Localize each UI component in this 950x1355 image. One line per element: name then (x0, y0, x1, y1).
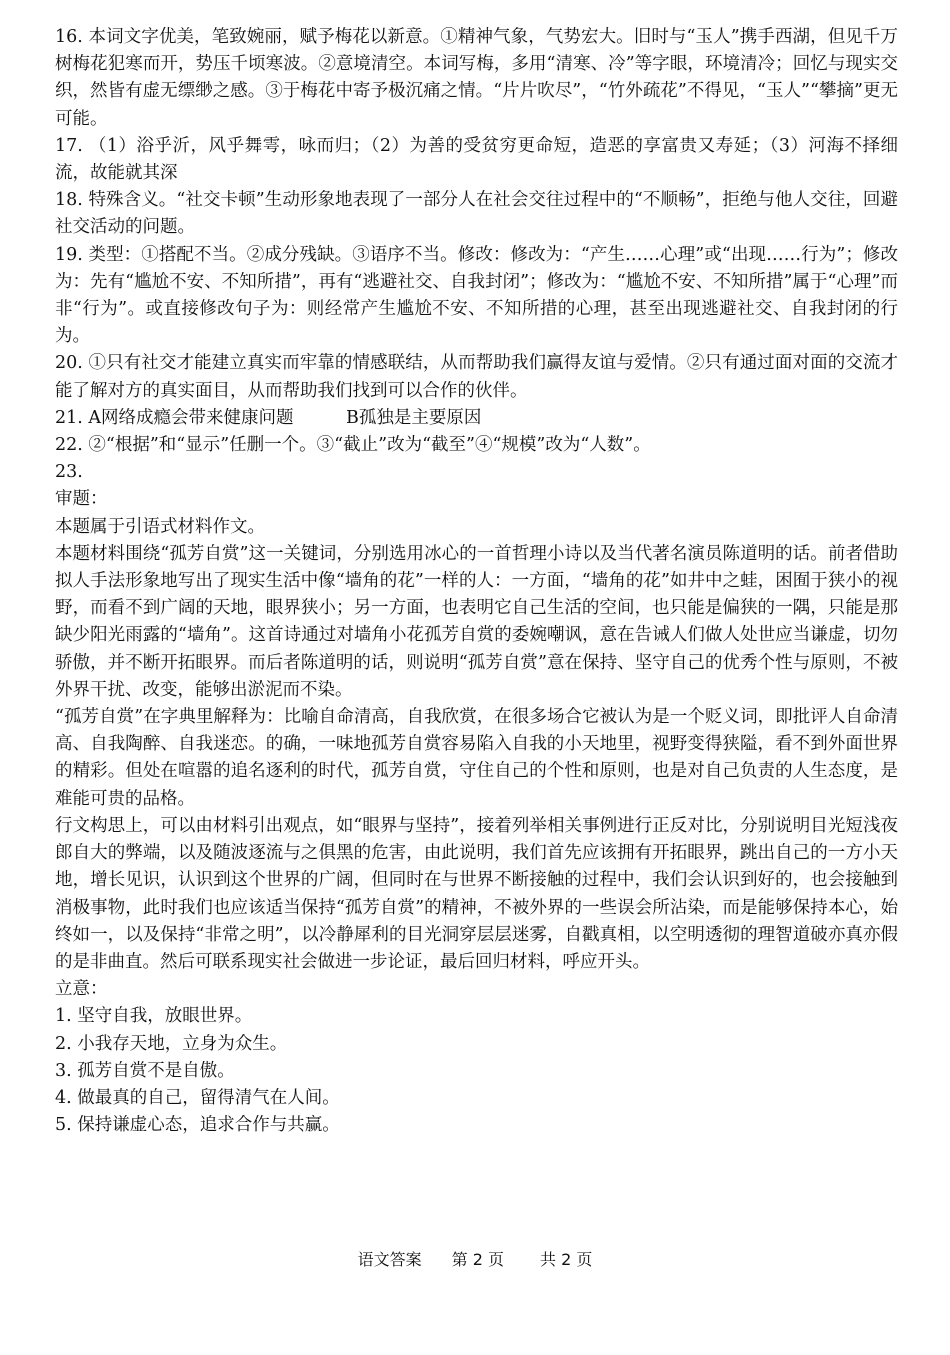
material-analysis-paragraph: 本题材料围绕“孤芳自赏”这一关键词，分别选用冰心的一首哲理小诗以及当代著名演员陈道明的话。前者借助拟人手法形象地写出了现实生活中像“墙角的花”一样的人：一方面，“墙角的花”如井中之蛙，困囿于狭小的视野，而看不到广阔的天地，眼界狭小；另一方面，也表明它自己生活的空间，也只能是偏狭的一隅，只能是那缺少阳光雨露的“墙角”。这首诗通过对墙角小花孤芳自赏的委婉嘲讽，意在告诫人们做人处世应当谦虚，切勿骄傲，并不断开拓眼界。而后者陈道明的话，则说明“孤芳自赏”意在保持、坚守自己的优秀个性与原则，不被外界干扰、改变，能够出淤泥而不染。 (55, 543, 898, 700)
answer-18: 18. 特殊含义。“社交卡顿”生动形象地表现了一部分人在社会交往过程中的“不顺畅”，拒绝与他人交往，回避社交活动的问题。 (55, 190, 898, 238)
essay-type-paragraph: 本题属于引语式材料作文。 (55, 516, 265, 537)
answer-17: 17. （1）浴乎沂，风乎舞雩，咏而归；（2）为善的受贫穷更命短，造恶的享富贵又寿延；（3）河海不择细流，故能就其深 (55, 135, 898, 184)
answer-22: 22. ②“根据”和“显示”任删一个。③“截止”改为“截至”④“规模”改为“人数”。 (55, 435, 651, 456)
answer-16: 16. 本词文字优美，笔致婉丽，赋予梅花以新意。①精神气象，气势宏大。旧时与“玉人”携手西湖，但见千万树梅花犯寒而开，势压千顷寒波。②意境清空。本词写梅，多用“清寒、冷”等字眼，环境清冷；回忆与现实交织，然皆有虚无缥缈之感。③于梅花中寄予极沉痛之情。“片片吹尽”，“竹外疏花”不得见，“玉人”“攀摘”更无可能。 (55, 27, 898, 129)
answer-20: 20. ①只有社交才能建立真实而牢靠的情感联结，从而帮助我们赢得友谊与爱情。②只有通过面对面的交流才能了解对方的真实面目，从而帮助我们找到可以合作的伙伴。 (55, 353, 898, 401)
answer-document (55, 24, 898, 1139)
section-label-shenti: 审题： (55, 489, 108, 510)
theme-item: 5. 保持谦虚心态，追求合作与共赢。 (55, 1115, 340, 1136)
theme-item: 2. 小我存天地，立身为众生。 (55, 1033, 288, 1054)
theme-item: 1. 坚守自我，放眼世界。 (55, 1006, 253, 1027)
structure-guidance-paragraph: 行文构思上，可以由材料引出观点，如“眼界与坚持”，接着列举相关事例进行正反对比，分别说明目光短浅夜郎自大的弊端，以及随波逐流与之俱黑的危害，由此说明，我们首先应该拥有开拓眼界，跳出自己的一方小天地，增长见识，认识到这个世界的广阔，但同时在与世界不断接触的过程中，我们会认识到好的，也会接触到消极事物，此时我们也应该适当保持“孤芳自赏”的精神，不被外界的一些误会所沾染，而是能够保持本心，始终如一，以及保持“非常之明”，以冷静犀利的目光洞穿层层迷雾，自戳真相，以空明透彻的理智道破亦真亦假的是非曲直。然后可联系现实社会做进一步论证，最后回归材料，呼应开头。 (55, 815, 898, 972)
section-label-liyi: 立意： (55, 979, 108, 1000)
theme-item: 3. 孤芳自赏不是自傲。 (55, 1060, 235, 1081)
theme-item: 4. 做最真的自己，留得清气在人间。 (55, 1087, 340, 1108)
dictionary-definition-paragraph: “孤芳自赏”在字典里解释为：比喻自命清高，自我欣赏，在很多场合它被认为是一个贬义词，即批评人自命清高、自我陶醉、自我迷恋。的确，一味地孤芳自赏容易陷入自我的小天地里，视野变得狭隘，看不到外面世界的精彩。但处在喧嚣的追名逐利的时代，孤芳自赏，守住自己的个性和原则，也是对自己负责的人生态度，是难能可贵的品格。 (55, 707, 898, 809)
answer-23-heading: 23. (55, 462, 83, 483)
footer-subject: 语文答案 (357, 1250, 422, 1269)
footer-total-pages: 共 2 页 (540, 1250, 593, 1269)
answer-19: 19. 类型：①搭配不当。②成分残缺。③语序不当。修改：修改为：“产生……心理”或“出现……行为”；修改为：先有“尴尬不安、不知所措”，再有“逃避社交、自我封闭”；修改为：“尴尬不安、不知所措”属于“心理”而非“行为”。或直接修改句子为：则经常产生尴尬不安、不知所措的心理，甚至出现逃避社交、自我封闭的行为。 (55, 244, 898, 347)
page-footer (0, 1249, 950, 1271)
answer-21: 21. A网络成瘾会带来健康问题 B孤独是主要原因 (55, 407, 482, 428)
footer-page-number: 第 2 页 (451, 1250, 504, 1269)
